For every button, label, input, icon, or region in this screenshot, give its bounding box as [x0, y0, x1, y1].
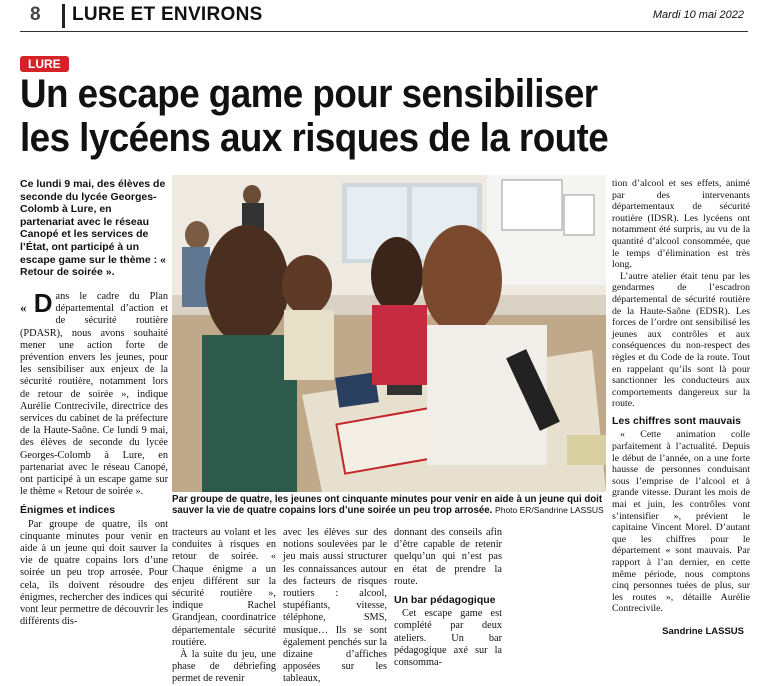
- column-5-paragraph-3: « Cette animation colle parfaitement à l’actualité. Depuis le début de l’année, on a une forte hausse de personnes conduisant sous l’emprise de l’alcool et à grande vitesse. Durant les mois de mai et juin, les contrôles vont s’intensifier », prévient le capitaine Vincent Morel. D’autant que les chiffres pour le département « sont mauvais. Par rapport à l’an dernier, en cette même période, nous comptons cinq personnes tuées de plus, sur les routes », détaille Aurélie Contrecivile.: [612, 429, 750, 615]
- author-signature: Sandrine LASSUS: [662, 626, 744, 637]
- photo-credit: Photo ER/Sandrine LASSUS: [495, 505, 604, 516]
- column-4-paragraph-1: donnant des conseils afin d’être capable de retenir quelqu’un qui n’est pas en état de prendre la route.: [394, 527, 502, 587]
- location-tag: LURE: [20, 56, 69, 72]
- page-number: 8: [30, 4, 41, 25]
- students-playing-escape-game-image: [172, 175, 606, 492]
- opening-quote-mark: «: [20, 300, 27, 315]
- drop-cap: [20, 288, 53, 320]
- column-1-paragraph-1: [20, 288, 168, 498]
- article-lead: Ce lundi 9 mai, des élèves de seconde du lycée Georges-Colomb à Lure, en partenariat avec le réseau Canopé et les services de l’État, ont participé à un escape game sur le thème : « Retour de soirée ».: [20, 178, 166, 279]
- page-header: [0, 0, 768, 32]
- subheading-enigmes: Énigmes et indices: [20, 504, 116, 517]
- article-photo: [172, 175, 606, 492]
- article-column-5: [612, 178, 750, 615]
- column-5-paragraph-1: tion d’alcool et ses effets, animé par des intervenants départementaux de sécurité routière (IDSR). Les lycéens ont notamment été surpris, au vu de la quantité d’alcool consommée, que le temps d’élimination est très long.: [612, 178, 750, 271]
- column-3-paragraph-1: avec les élèves sur des notions soulevées par le jeu mais aussi structurer les connaissances autour des facteurs de risques routiers : alcool, stupéfiants, vitesse, téléphone, SMS, musique… Ils se sont également penchés sur la dizaine d’affiches apposées sur les tableaux,: [283, 527, 387, 685]
- article-column-1: [20, 288, 168, 628]
- caption-text: Par groupe de quatre, les jeunes ont cinquante minutes pour venir en aide à un jeune qui doit sauver la vie de quatre copains lors d’une soirée un peu trop arrosée.: [172, 494, 603, 517]
- column-2-paragraph-2: À la suite du jeu, une phase de débriefing permet de revenir: [172, 649, 276, 685]
- issue-date: Mardi 10 mai 2022: [652, 9, 744, 21]
- column-4-paragraph-2: Cet escape game est complété par deux ateliers. Un bar pédagogique axé sur la consomma-: [394, 608, 502, 669]
- headline-line-2: les lycéens aux risques de la route: [20, 116, 609, 160]
- subheading-bar-pedagogique: Un bar pédagogique: [394, 594, 496, 607]
- header-divider: [62, 4, 65, 28]
- subheading-chiffres: Les chiffres sont mauvais: [612, 414, 741, 427]
- column-1-paragraph-2: Par groupe de quatre, ils ont cinquante minutes pour venir en aide à un jeune qui doit sauver la vie de quatre copains lors d’une soirée un peu trop arrosée. Pour cela, ils doivent résoudre des énigmes, rechercher des indices qui vont leur permettre de découvrir les différents dis-: [20, 518, 168, 628]
- column-1-paragraph-1-text: ans le cadre du Plan départemental d’action et de sécurité routière (PDASR), nous avons souhaité mener une action forte de prévention envers les jeunes, pour les sensibiliser aux enjeux de la sécurité routière, notamment lors de retour de soirée », indique Aurélie Contrecivile, directrice des services du cabinet de la préfecture de la Haute-Saône. Ce lundi 9 mai, des élèves de seconde du lycée Georges-Colomb à Lure, en partenariat avec le réseau Canopé, ont participé à un escape game sur le thème « Retour de soirée ».: [20, 291, 168, 498]
- photo-caption: [172, 494, 606, 517]
- column-5-paragraph-2: L’autre atelier était tenu par les gendarmes de l’escadron départemental de sécurité routière de la Haute-Saône (EDSR). Les forces de l’ordre ont sensibilisé les jeunes aux contrôles et aux conséquences du non-respect des règles et du Code de la route. Tout en rappelant qu’ils sont là pour sanctionner les conducteurs aux comportements dangereux sur la route.: [612, 270, 750, 410]
- article-column-2: [172, 527, 276, 686]
- section-title: LURE ET ENVIRONS: [72, 4, 263, 25]
- article-column-3: [283, 527, 387, 686]
- column-2-paragraph-1: tracteurs au volant et les conduites à risques en retour de soirée. « Chaque énigme a un enjeu différent sur la sécurité routière », indique Rachel Grandjean, coordinatrice départementale sécurité routière.: [172, 527, 276, 648]
- header-rule: [20, 31, 748, 32]
- headline-line-1: Un escape game pour sensibiliser: [20, 72, 598, 116]
- article-headline: [20, 72, 692, 160]
- drop-cap-letter: D: [33, 288, 53, 318]
